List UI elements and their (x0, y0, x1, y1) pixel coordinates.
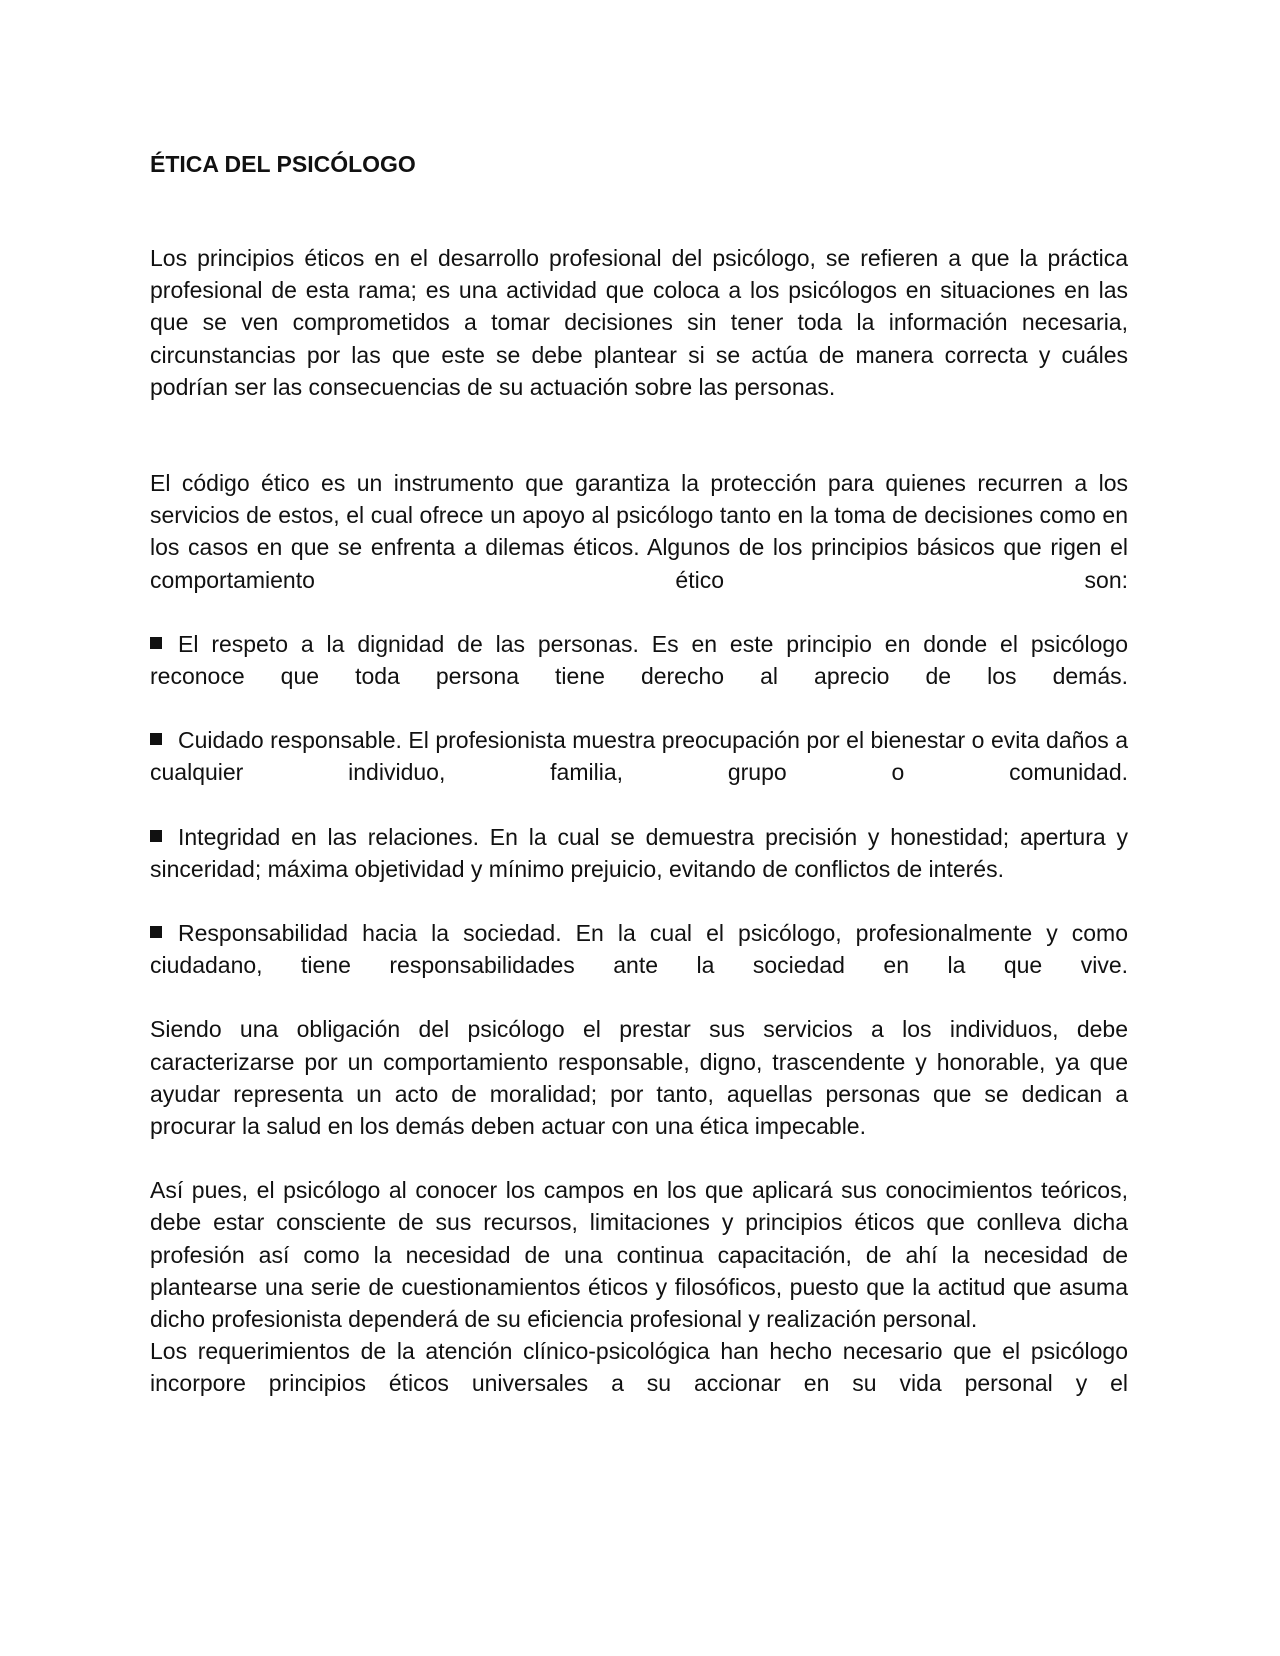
paragraph-requirements: Los requerimientos de la atención clínico-psicológica han hecho necesario que el psicólogo incorpore principios éticos universales a su accionar en su vida personal y el (150, 1338, 1128, 1397)
paragraph-obligation: Siendo una obligación del psicólogo el prestar sus servicios a los individuos, debe caracterizarse por un comportamiento responsable, digno, trascendente y honorable, ya que ayudar representa un acto de moralidad; por tanto, aquellas personas que se dedican a procurar la salud en los demás deben actuar con una ética impecable. (150, 1016, 1128, 1140)
bullet-text: Responsabilidad hacia la sociedad. En la cual el psicólogo, profesionalmente y como ciudadano, tiene responsabilidades ante la sociedad en la que vive. (150, 920, 1128, 979)
paragraph-fields: Así pues, el psicólogo al conocer los campos en los que aplicará sus conocimientos teóricos, debe estar consciente de sus recursos, limitaciones y principios éticos que conlleva dicha profesión así como la necesidad de una continua capacitación, de ahí la necesidad de plantearse una serie de cuestionamientos éticos y filosóficos, puesto que la actitud que asuma dicho profesionista dependerá de su eficiencia profesional y realización personal. (150, 1177, 1128, 1333)
bullet-text: El respeto a la dignidad de las personas. Es en este principio en donde el psicólogo reconoce que toda persona tiene derecho al aprecio de los demás. (150, 630, 1128, 690)
bullet-item-responsible-care (150, 724, 1128, 788)
bullet-item-dignity (150, 628, 1128, 692)
bullet-text: Integridad en las relaciones. En la cual se demuestra precisión y honestidad; apertura y sinceridad; máxima objetividad y mínimo prejuicio, evitando de conflictos de interés. (150, 823, 1128, 882)
document-title: ÉTICA DEL PSICÓLOGO (150, 151, 416, 177)
paragraph-intro: Los principios éticos en el desarrollo profesional del psicólogo, se refieren a que la práctica profesional de esta rama; es una actividad que coloca a los psicólogos en situaciones en las que se ven comprometidos a tomar decisiones sin tener toda la información necesaria, circunstancias por las que este se debe plantear si se actúa de manera correcta y cuáles podrían ser las consecuencias de su actuación sobre las personas. (150, 245, 1128, 400)
bullet-text: Cuidado responsable. El profesionista muestra preocupación por el bienestar o evita daños a cualquier individuo, familia, grupo o comunidad. (150, 727, 1128, 786)
square-bullet-icon (150, 926, 162, 938)
square-bullet-icon (150, 733, 162, 745)
bullet-item-society (150, 917, 1128, 981)
bullet-item-integrity (150, 821, 1128, 885)
paragraph-ethics-code: El código ético es un instrumento que garantiza la protección para quienes recurren a los servicios de estos, el cual ofrece un apoyo al psicólogo tanto en la toma de decisiones como en los casos en que se enfrenta a dilemas éticos. Algunos de los principios básicos que rigen el comportamiento ético son: (150, 470, 1128, 593)
square-bullet-icon (150, 637, 162, 649)
square-bullet-icon (150, 830, 162, 842)
